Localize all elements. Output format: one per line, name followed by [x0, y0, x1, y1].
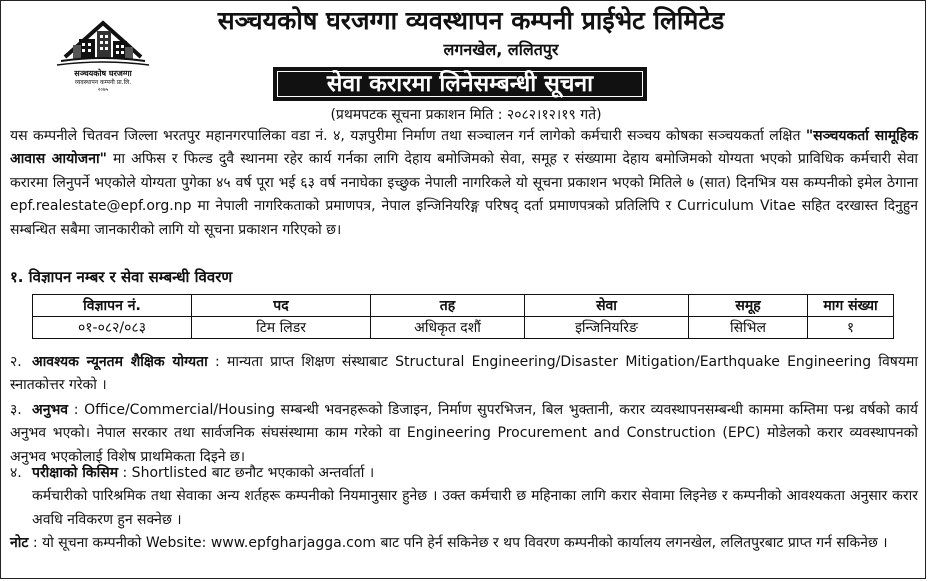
- table-header-row: [33, 295, 894, 317]
- publication-date: (प्रथमपटक सूचना प्रकाशन मिति : २०८२।१२।१९ गते): [330, 107, 602, 123]
- section4-exam-type: [10, 462, 918, 532]
- header-ad-no: विज्ञापन नं.: [33, 295, 192, 317]
- section3-heading: अनुभव: [32, 402, 69, 418]
- cell-post: टिम लिडर: [192, 317, 371, 339]
- logo-text-line3: २०७५: [97, 87, 109, 93]
- cell-service: इन्जिनियरिङ: [525, 317, 689, 339]
- header-level: तह: [371, 295, 525, 317]
- company-location: लगनखेल, ललितपुर: [443, 40, 559, 59]
- header-service: सेवा: [525, 295, 689, 317]
- header-post: पद: [192, 295, 371, 317]
- logo-text-line2: व्यवस्थापन कम्पनी प्रा.लि.: [74, 79, 132, 86]
- section4-number: ४.: [10, 465, 22, 481]
- section4-heading: परीक्षाको किसिम: [32, 465, 119, 481]
- houses-logo-icon: [53, 9, 153, 69]
- header-group: समूह: [689, 295, 808, 317]
- section4-terms-text: कर्मचारीको पारिश्रमिक तथा सेवाका अन्य शर्तहरू कम्पनीको नियमानुसार हुनेछ । उक्त कर्मचारी छ महिनाका लागि करार सेवामा लिइनेछ र कम्पनीको आवश्यकता अनुसार करार अवधि नविकरण हुन सक्नेछ ।: [32, 488, 918, 528]
- section2-heading: आवश्यक न्यूनतम शैक्षिक योग्यता: [32, 354, 208, 370]
- intro-paragraph: [10, 125, 918, 242]
- section2-text: : मान्यता प्राप्त शिक्षण संस्थाबाट Structural Engineering/Disaster Mitigation/Earthquake Engineering विषयमा स्नातकोत्तर गरेको ।: [10, 354, 918, 394]
- section3-text: : Office/Commercial/Housing सम्बन्धी भवनहरूको डिजाइन, निर्माण सुपरभिजन, बिल भुक्तानी, करार व्यवस्थापनसम्बन्धी काममा कम्तिमा पन्ध्र वर्षको कार्य अनुभव भएको। नेपाल सरकार तथा सार्वजनिक संघसंस्थामा काम गरेको वा Engineering Procurement and Construction (EPC) मोडेलको करार व्यवस्थापनको अनुभव भएकोलाई विशेष प्राथमिकता दिइने छ।: [10, 402, 918, 465]
- intro-text-part1: यस कम्पनीले चितवन जिल्ला भरतपुर महानगरपालिका वडा नं. ४, यज्ञपुरीमा निर्माण तथा सञ्चालन गर्न लागेको कर्मचारी सञ्चय कोषका सञ्चयकर्ता लक्षित: [10, 128, 806, 144]
- note-text: : यो सूचना कम्पनीको Website: www.epfgharjagga.com बाट पनि हेर्न सकिनेछ र थप विवरण कम्पनीको कार्यालय लगनखेल, ललितपुरबाट प्राप्त गर्न सकिनेछ ।: [28, 535, 888, 551]
- intro-project-name: "सञ्चयकर्ता सामूहिक आवास आयोजना": [10, 128, 918, 168]
- company-title: सञ्चयकोष घरजग्गा व्यवस्थापन कम्पनी प्राईभेट लिमिटेड: [217, 6, 725, 35]
- cell-level: अधिकृत दशौं: [371, 317, 525, 339]
- intro-text-part2: मा अफिस र फिल्ड दुवै स्थानमा रहेर कार्य गर्नका लागि देहाय बमोजिमको सेवा, समूह र संख्यामा देहाय बमोजिमको योग्यता भएको प्राविधिक कर्मचारी सेवा करारमा लिनुपर्ने भएकोले योग्यता पुगेका ४५ वर्ष पूरा भई ६३ वर्ष ननाघेका इच्छुक नेपाली नागरिकले यो सूचना प्रकाशन भएको मितिले ७ (सात) दिनभित्र यस कम्पनीको इमेल ठेगाना epf.realestate@epf.org.np मा नेपाली नागरिकताको प्रमाणपत्र, नेपाल इन्जिनियरिङ्ग परिषद् दर्ता प्रमाणपत्रको प्रतिलिपि र Curriculum Vitae सहित दरखास्त दिनुहुन सम्बन्धित सबैमा जानकारीको लागि यो सूचना प्रकाशन गरिएको छ।: [10, 151, 918, 238]
- section3-experience: [10, 399, 918, 469]
- vacancy-table: [32, 294, 894, 339]
- header-demand: माग संख्या: [808, 295, 894, 317]
- section1-heading: १. विज्ञापन नम्बर र सेवा सम्बन्धी विवरण: [10, 268, 233, 286]
- logo-text-line1: सञ्चयकोष घरजग्गा: [74, 69, 132, 78]
- section2-qualification: [10, 351, 918, 398]
- cell-ad-no: ०१-०८२/०८३: [33, 317, 192, 339]
- section4-text: : Shortlisted बाट छनौट भएकाको अन्तर्वार्ता ।: [118, 465, 375, 481]
- notice-title: सेवा करारमा लिनेसम्बन्धी सूचना: [273, 67, 647, 101]
- cell-demand: १: [808, 317, 894, 339]
- note-heading: नोट: [10, 535, 29, 551]
- section2-number: २.: [10, 354, 22, 370]
- note-paragraph: [10, 532, 918, 555]
- section3-number: ३.: [10, 402, 22, 418]
- table-row: [33, 317, 894, 339]
- company-logo: [53, 9, 153, 95]
- cell-group: सिभिल: [689, 317, 808, 339]
